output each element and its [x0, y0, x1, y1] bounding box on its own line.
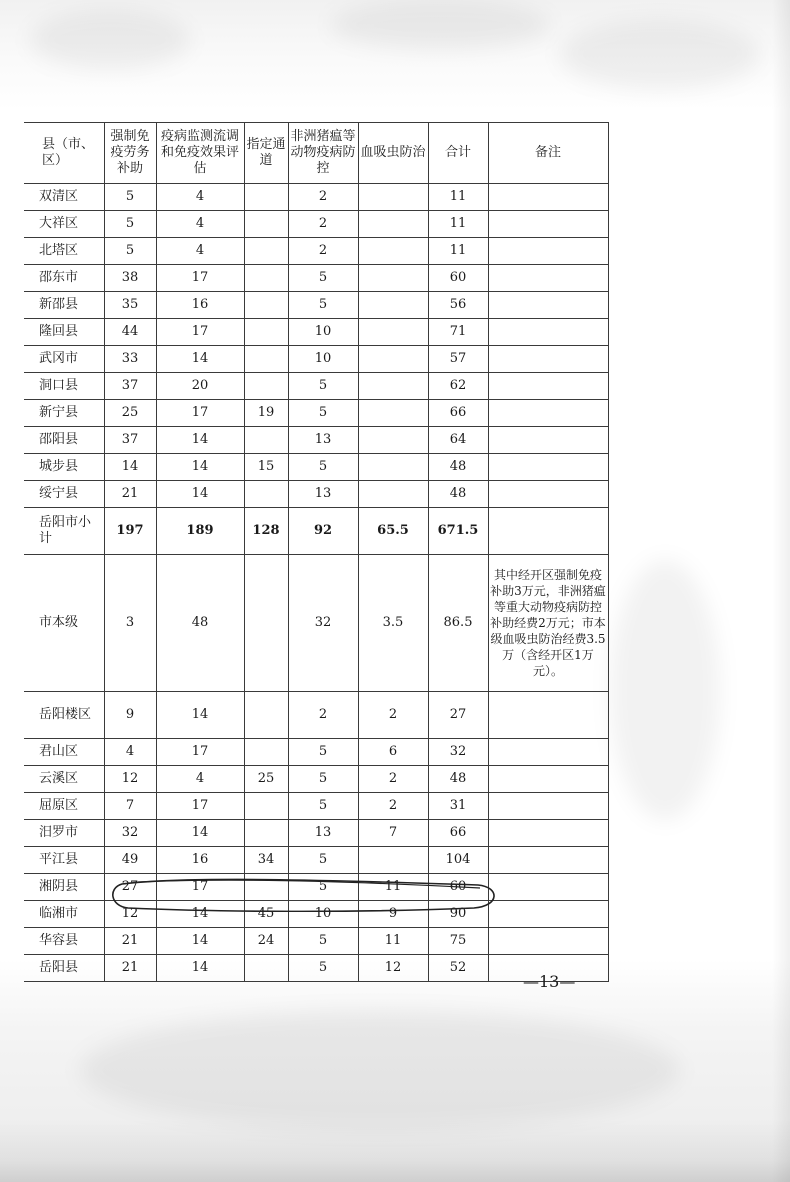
schistosomiasis-cell [358, 238, 428, 265]
schistosomiasis-cell [358, 265, 428, 292]
header-asf-control: 非洲猪瘟等动物疫病防控 [288, 123, 358, 184]
designated-channel-cell [244, 184, 288, 211]
county-name-cell: 武冈市 [24, 346, 104, 373]
disease-monitoring-cell: 14 [156, 481, 244, 508]
total-cell: 11 [428, 238, 488, 265]
table-row [24, 847, 608, 874]
schistosomiasis-cell [358, 427, 428, 454]
immunization-labor-cell: 14 [104, 454, 156, 481]
disease-monitoring-cell: 17 [156, 793, 244, 820]
table-row [24, 793, 608, 820]
header-disease-monitoring: 疫病监测流调和免疫效果评估 [156, 123, 244, 184]
total-cell: 90 [428, 901, 488, 928]
immunization-labor-cell: 27 [104, 874, 156, 901]
header-remarks: 备注 [488, 123, 608, 184]
table-row [24, 427, 608, 454]
county-name-cell: 云溪区 [24, 766, 104, 793]
table-row [24, 739, 608, 766]
schistosomiasis-cell: 7 [358, 820, 428, 847]
disease-monitoring-cell: 16 [156, 292, 244, 319]
asf-control-cell: 5 [288, 454, 358, 481]
county-name-cell: 双清区 [24, 184, 104, 211]
table-row [24, 400, 608, 427]
disease-monitoring-cell: 14 [156, 820, 244, 847]
county-name-cell: 岳阳市小计 [24, 508, 104, 555]
asf-control-cell: 2 [288, 692, 358, 739]
asf-control-cell: 5 [288, 874, 358, 901]
disease-monitoring-cell: 17 [156, 319, 244, 346]
total-cell: 75 [428, 928, 488, 955]
designated-channel-cell [244, 211, 288, 238]
designated-channel-cell [244, 427, 288, 454]
total-cell: 52 [428, 955, 488, 982]
immunization-labor-cell: 21 [104, 481, 156, 508]
total-cell: 86.5 [428, 555, 488, 692]
designated-channel-cell [244, 265, 288, 292]
remarks-cell [488, 508, 608, 555]
county-name-cell: 大祥区 [24, 211, 104, 238]
designated-channel-cell: 128 [244, 508, 288, 555]
county-name-cell: 市本级 [24, 555, 104, 692]
total-cell: 64 [428, 427, 488, 454]
remarks-cell [488, 427, 608, 454]
disease-monitoring-cell: 4 [156, 766, 244, 793]
disease-monitoring-cell: 14 [156, 955, 244, 982]
immunization-labor-cell: 44 [104, 319, 156, 346]
header-designated-channel: 指定通道 [244, 123, 288, 184]
disease-monitoring-cell: 14 [156, 901, 244, 928]
scan-smudge [560, 20, 760, 90]
remarks-cell [488, 820, 608, 847]
schistosomiasis-cell: 2 [358, 793, 428, 820]
schistosomiasis-cell: 65.5 [358, 508, 428, 555]
disease-monitoring-cell: 17 [156, 739, 244, 766]
county-name-cell: 临湘市 [24, 901, 104, 928]
remarks-cell [488, 292, 608, 319]
designated-channel-cell [244, 555, 288, 692]
table-row [24, 508, 608, 555]
total-cell: 60 [428, 874, 488, 901]
designated-channel-cell: 24 [244, 928, 288, 955]
asf-control-cell: 5 [288, 793, 358, 820]
county-name-cell: 洞口县 [24, 373, 104, 400]
scan-smudge [80, 1010, 680, 1130]
remarks-cell [488, 265, 608, 292]
table-row [24, 555, 608, 692]
header-total: 合计 [428, 123, 488, 184]
remarks-cell [488, 874, 608, 901]
designated-channel-cell: 25 [244, 766, 288, 793]
designated-channel-cell: 15 [244, 454, 288, 481]
county-name-cell: 绥宁县 [24, 481, 104, 508]
county-name-cell: 邵阳县 [24, 427, 104, 454]
total-cell: 48 [428, 454, 488, 481]
disease-monitoring-cell: 14 [156, 692, 244, 739]
asf-control-cell: 2 [288, 184, 358, 211]
disease-monitoring-cell: 4 [156, 238, 244, 265]
disease-monitoring-cell: 4 [156, 184, 244, 211]
schistosomiasis-cell [358, 292, 428, 319]
asf-control-cell: 10 [288, 901, 358, 928]
county-name-cell: 平江县 [24, 847, 104, 874]
total-cell: 11 [428, 184, 488, 211]
immunization-labor-cell: 3 [104, 555, 156, 692]
immunization-labor-cell: 21 [104, 955, 156, 982]
asf-control-cell: 13 [288, 481, 358, 508]
designated-channel-cell [244, 820, 288, 847]
immunization-labor-cell: 49 [104, 847, 156, 874]
immunization-labor-cell: 5 [104, 184, 156, 211]
asf-control-cell: 5 [288, 955, 358, 982]
immunization-labor-cell: 37 [104, 427, 156, 454]
table-row [24, 292, 608, 319]
disease-monitoring-cell: 4 [156, 211, 244, 238]
scan-smudge [610, 560, 720, 820]
schistosomiasis-cell: 11 [358, 928, 428, 955]
asf-control-cell: 5 [288, 928, 358, 955]
county-name-cell: 城步县 [24, 454, 104, 481]
schistosomiasis-cell [358, 319, 428, 346]
immunization-labor-cell: 33 [104, 346, 156, 373]
table-row [24, 874, 608, 901]
immunization-labor-cell: 12 [104, 766, 156, 793]
asf-control-cell: 13 [288, 427, 358, 454]
immunization-labor-cell: 7 [104, 793, 156, 820]
designated-channel-cell: 19 [244, 400, 288, 427]
disease-monitoring-cell: 14 [156, 928, 244, 955]
asf-control-cell: 10 [288, 346, 358, 373]
scan-smudge [30, 10, 190, 70]
immunization-labor-cell: 21 [104, 928, 156, 955]
county-name-cell: 隆回县 [24, 319, 104, 346]
asf-control-cell: 10 [288, 319, 358, 346]
immunization-labor-cell: 37 [104, 373, 156, 400]
table-row [24, 766, 608, 793]
schistosomiasis-cell: 11 [358, 874, 428, 901]
county-name-cell: 湘阴县 [24, 874, 104, 901]
remarks-cell: 其中经开区强制免疫补助3万元，非洲猪瘟等重大动物疫病防控补助经费2万元；市本级血吸虫防治经费3.5万（含经开区1万元）。 [488, 555, 608, 692]
asf-control-cell: 5 [288, 739, 358, 766]
disease-monitoring-cell: 14 [156, 427, 244, 454]
total-cell: 62 [428, 373, 488, 400]
schistosomiasis-cell [358, 481, 428, 508]
total-cell: 27 [428, 692, 488, 739]
remarks-cell [488, 373, 608, 400]
asf-control-cell: 5 [288, 400, 358, 427]
page-bottom-shadow [0, 1120, 790, 1182]
table-row [24, 955, 608, 982]
header-county: 县（市、区） [24, 123, 104, 184]
header-immunization-labor: 强制免疫劳务补助 [104, 123, 156, 184]
total-cell: 57 [428, 346, 488, 373]
header-schistosomiasis: 血吸虫防治 [358, 123, 428, 184]
remarks-cell [488, 211, 608, 238]
total-cell: 32 [428, 739, 488, 766]
total-cell: 48 [428, 481, 488, 508]
designated-channel-cell [244, 346, 288, 373]
immunization-labor-cell: 35 [104, 292, 156, 319]
table-row [24, 238, 608, 265]
immunization-labor-cell: 9 [104, 692, 156, 739]
immunization-labor-cell: 4 [104, 739, 156, 766]
asf-control-cell: 5 [288, 373, 358, 400]
immunization-labor-cell: 32 [104, 820, 156, 847]
schistosomiasis-cell [358, 373, 428, 400]
total-cell: 71 [428, 319, 488, 346]
immunization-labor-cell: 25 [104, 400, 156, 427]
table-row [24, 184, 608, 211]
disease-monitoring-cell: 20 [156, 373, 244, 400]
total-cell: 56 [428, 292, 488, 319]
remarks-cell [488, 739, 608, 766]
table-row [24, 692, 608, 739]
schistosomiasis-cell: 12 [358, 955, 428, 982]
disease-monitoring-cell: 16 [156, 847, 244, 874]
remarks-cell [488, 238, 608, 265]
table-row [24, 901, 608, 928]
immunization-labor-cell: 5 [104, 211, 156, 238]
table-row [24, 928, 608, 955]
page-edge-shadow [772, 0, 790, 1182]
county-name-cell: 新宁县 [24, 400, 104, 427]
immunization-labor-cell: 12 [104, 901, 156, 928]
total-cell: 48 [428, 766, 488, 793]
county-name-cell: 华容县 [24, 928, 104, 955]
asf-control-cell: 2 [288, 238, 358, 265]
immunization-labor-cell: 38 [104, 265, 156, 292]
county-name-cell: 岳阳楼区 [24, 692, 104, 739]
total-cell: 671.5 [428, 508, 488, 555]
table-row [24, 481, 608, 508]
asf-control-cell: 5 [288, 766, 358, 793]
county-name-cell: 汨罗市 [24, 820, 104, 847]
immunization-labor-cell: 197 [104, 508, 156, 555]
table-row [24, 820, 608, 847]
subsidy-table [24, 122, 609, 982]
remarks-cell [488, 319, 608, 346]
designated-channel-cell: 34 [244, 847, 288, 874]
table-row [24, 373, 608, 400]
remarks-cell [488, 346, 608, 373]
designated-channel-cell [244, 692, 288, 739]
county-name-cell: 邵东市 [24, 265, 104, 292]
schistosomiasis-cell: 9 [358, 901, 428, 928]
designated-channel-cell [244, 373, 288, 400]
remarks-cell [488, 692, 608, 739]
schistosomiasis-cell [358, 211, 428, 238]
county-name-cell: 屈原区 [24, 793, 104, 820]
designated-channel-cell [244, 481, 288, 508]
asf-control-cell: 5 [288, 265, 358, 292]
asf-control-cell: 2 [288, 211, 358, 238]
total-cell: 66 [428, 400, 488, 427]
total-cell: 104 [428, 847, 488, 874]
remarks-cell [488, 847, 608, 874]
total-cell: 11 [428, 211, 488, 238]
schistosomiasis-cell [358, 346, 428, 373]
disease-monitoring-cell: 17 [156, 400, 244, 427]
total-cell: 31 [428, 793, 488, 820]
county-name-cell: 北塔区 [24, 238, 104, 265]
table-row [24, 211, 608, 238]
designated-channel-cell [244, 874, 288, 901]
asf-control-cell: 5 [288, 847, 358, 874]
disease-monitoring-cell: 17 [156, 265, 244, 292]
remarks-cell [488, 928, 608, 955]
designated-channel-cell: 45 [244, 901, 288, 928]
county-name-cell: 新邵县 [24, 292, 104, 319]
schistosomiasis-cell: 3.5 [358, 555, 428, 692]
designated-channel-cell [244, 793, 288, 820]
schistosomiasis-cell [358, 184, 428, 211]
schistosomiasis-cell [358, 454, 428, 481]
table-row [24, 346, 608, 373]
page-number: —13— [523, 972, 576, 991]
remarks-cell [488, 400, 608, 427]
table-header-row [24, 123, 608, 184]
county-name-cell: 岳阳县 [24, 955, 104, 982]
designated-channel-cell [244, 955, 288, 982]
designated-channel-cell [244, 319, 288, 346]
designated-channel-cell [244, 292, 288, 319]
asf-control-cell: 13 [288, 820, 358, 847]
schistosomiasis-cell [358, 847, 428, 874]
total-cell: 66 [428, 820, 488, 847]
asf-control-cell: 92 [288, 508, 358, 555]
county-name-cell: 君山区 [24, 739, 104, 766]
designated-channel-cell [244, 739, 288, 766]
table-row [24, 319, 608, 346]
table-row [24, 265, 608, 292]
designated-channel-cell [244, 238, 288, 265]
schistosomiasis-cell: 6 [358, 739, 428, 766]
disease-monitoring-cell: 189 [156, 508, 244, 555]
remarks-cell [488, 901, 608, 928]
disease-monitoring-cell: 14 [156, 454, 244, 481]
schistosomiasis-cell: 2 [358, 766, 428, 793]
remarks-cell [488, 793, 608, 820]
asf-control-cell: 5 [288, 292, 358, 319]
remarks-cell [488, 766, 608, 793]
table-row [24, 454, 608, 481]
remarks-cell [488, 481, 608, 508]
remarks-cell [488, 454, 608, 481]
schistosomiasis-cell: 2 [358, 692, 428, 739]
schistosomiasis-cell [358, 400, 428, 427]
remarks-cell [488, 184, 608, 211]
scan-smudge [330, 0, 550, 50]
total-cell: 60 [428, 265, 488, 292]
immunization-labor-cell: 5 [104, 238, 156, 265]
disease-monitoring-cell: 48 [156, 555, 244, 692]
disease-monitoring-cell: 17 [156, 874, 244, 901]
disease-monitoring-cell: 14 [156, 346, 244, 373]
asf-control-cell: 32 [288, 555, 358, 692]
